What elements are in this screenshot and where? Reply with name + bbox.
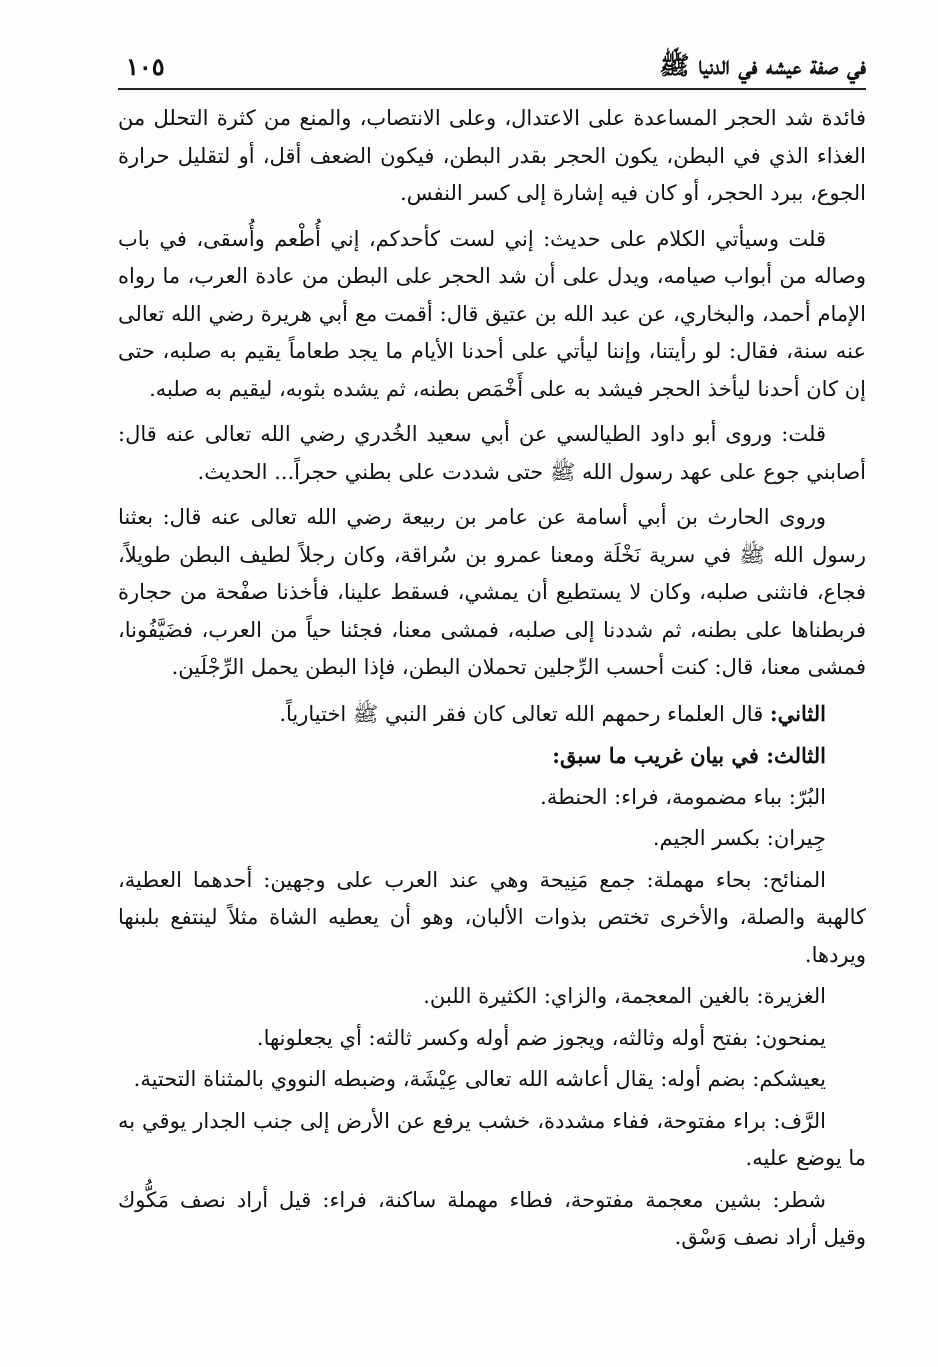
glossary-entry-raff: الرَّف: براء مفتوحة، ففاء مشددة، خشب يرفع عن الأرض إلى جنب الجدار يوقي به ما يوضع عليه.: [118, 1108, 866, 1170]
paragraph-hadith-abu-hurayra: قلت وسيأتي الكلام على حديث: إني لست كأحدكم، إني أُطْعم وأُسقى، في باب وصاله من أبواب صيامه، ويدل على أن شد الحجر على البطن من عادة العرب، ما رواه الإمام أحمد، والبخاري، عن عبد الله بن عتيق قال: أقمت مع أبي هريرة رضي الله تعالى عنه سنة، فقال: لو رأيتنا، وإننا ليأتي على أحدنا الأيام ما يجد طعاماً يقيم به صلبه، حتى إن كان أحدنا ليأخذ الحجر فيشد به على أَخْمَص بطنه، ثم يشده بثوبه، ليقيم به صلبه.: [118, 226, 866, 401]
page-header: [118, 46, 866, 90]
glossary-entry-ghazira: الغزيرة: بالغين المعجمة، والزاي: الكثيرة اللبن.: [423, 984, 826, 1008]
second-point-label: الثاني:: [769, 700, 826, 726]
glossary-entry-shatr: شطر: بشين معجمة مفتوحة، فطاء مهملة ساكنة، فراء: قيل أراد نصف مَكُّوك وقيل أراد نصف وَسْق.: [118, 1187, 866, 1249]
page-number: ١٠٥: [126, 52, 165, 81]
glossary-entry-burr: البُرّ: بباء مضمومة، فراء: الحنطة.: [540, 784, 826, 809]
page-body: [118, 100, 866, 1261]
paragraph-stone-benefit: فائدة شد الحجر المساعدة على الاعتدال، وعلى الانتصاب، والمنع من كثرة التحلل من الغذاء الذي في البطن، يكون الحجر بقدر البطن، فيكون الضعف أقل، أو لتقليل حرارة الجوع، ببرد الحجر، أو كان فيه إشارة إلى كسر النفس.: [118, 106, 866, 205]
second-point-text: قال العلماء رحمهم الله تعالى كان فقر النبي ﷺ اختيارياً.: [279, 701, 770, 726]
paragraph-hadith-amir: وروى الحارث بن أبي أسامة عن عامر بن ربيعة رضي الله تعالى عنه قال: بعثنا رسول الله ﷺ في سرية نَخْلَة ومعنا عمرو بن سُراقة، وكان رجلاً لطيف البطن طويلاً، فجاع، فانثنى صلبه، وكان لا يستطيع أن يمشي، فسقط علينا، فأخذنا صفْحة من حجارة فربطناها على بطنه، ثم شددنا إلى صلبه، فمشى معنا، فجئنا حياً من العرب، فضَيَّفُونا، فمشى معنا، قال: كنت أحسب الرِّجلين تحملان البطن، فإذا البطن يحمل الرِّجْلَين.: [118, 505, 866, 679]
glossary-entry-yuishukum: يعيشكم: بضم أوله: يقال أعاشه الله تعالى عِيْشَة، وضبطه النووي بالمثناة التحتية.: [133, 1067, 826, 1091]
header-divider: [118, 88, 866, 90]
paragraph-second-point: [118, 695, 866, 734]
paragraph-hadith-abu-said: قلت: وروى أبو داود الطيالسي عن أبي سعيد الخُدري رضي الله تعالى عنه قال: أصابني جوع على عهد رسول الله ﷺ حتى شددت على بطني حجراً... الحديث.: [118, 422, 866, 484]
glossary-entry-yamnahun: يمنحون: بفتح أوله وثالثه، ويجوز ضم أوله وكسر ثالثه: أي يجعلونها.: [256, 1025, 826, 1050]
running-title: في صفة عيشه في الدنيا ﷺ: [659, 51, 866, 80]
section-heading-glossary: الثالث: في بيان غريب ما سبق:: [552, 743, 826, 768]
glossary-entry-manaih: المنائح: بحاء مهملة: جمع مَنِيحة وهي عند العرب على وجهين: أحدهما العطية، كالهبة والصلة، والأخرى تختص بذوات الألبان، وهو أن يعطيه الشاة مثلاً لينتفع بلبنها ويردها.: [118, 867, 866, 967]
glossary-entry-jiran: جِيران: بكسر الجيم.: [652, 826, 826, 850]
